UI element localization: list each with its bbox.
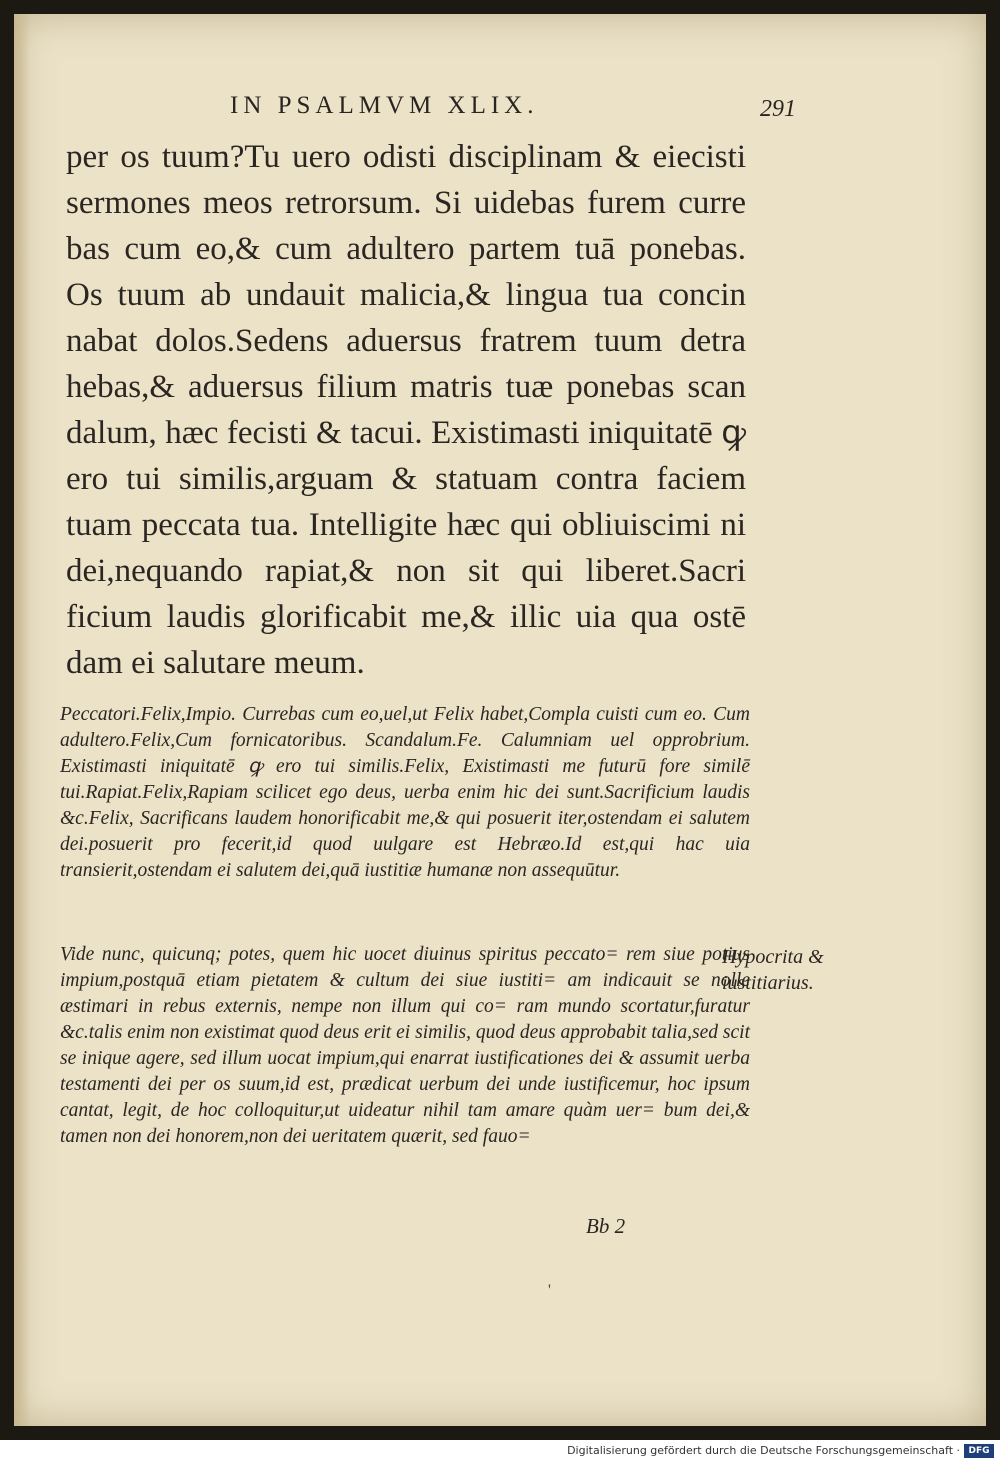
ink-speck: ' (548, 1282, 551, 1299)
digitization-footer (0, 1440, 1000, 1462)
book-page (14, 14, 986, 1426)
margin-note: Hypocrita & iustitiarius. (722, 946, 824, 994)
variant-notes: Peccatori.Felix,Impio. Currebas cum eo,uel,ut Felix habet,Compla cuisti cum eo. Cum adultero.Felix,Cum fornicatoribus. Scandalum.Fe. Calumniam uel opprobrium. Existimasti iniquitatē ꝙ ero tui similis.Felix, Existimasti me futurū fore similē tui.Rapiat.Felix,Rapiam scilicet ego deus, uerba enim hic dei sunt.Sacrificium laudis &c.Felix, Sacrificans laudem honorificabit me,& qui posuerit iter,ostendam ei salutem dei.posuerit pro fecerit,id quod uulgare est Hebræo.Id est,qui hac uia transierit,ostendam ei salutem dei,quā iustitiæ humanæ non assequūtur. (60, 704, 750, 881)
signature-mark: Bb 2 (586, 1214, 626, 1238)
commentary-text: Vide nunc, quicunq; potes, quem hic uocet diuinus spiritus peccato= rem siue potius impium,postquā etiam pietatem & cultum dei siue iustiti= am indicauit se nolle æstimari in rebus externis, nempe non illum qui co= ram mundo scortatur,furatur &c.talis enim non existimat quod deus erit ei similis, quod deus approbabit talia,sed scit se inique agere, sed illum uocat impium,qui enarrat iustificationes dei & assumit uerba testamenti dei per os suum,id est, prædicat uerbum dei unde iustificemur, hoc ipsum cantat, legit, de hoc colloquitur,ut uideatur nihil tam amare quàm uer= bum dei,& tamen non dei honorem,non dei ueritatem quærit, sed fauo= (60, 944, 750, 1147)
page-number: 291 (760, 96, 796, 122)
dfg-logo-icon: DFG (964, 1444, 994, 1458)
running-head: IN PSALMVM XLIX. (230, 92, 539, 119)
page-gutter-shadow (14, 14, 30, 1426)
psalm-text: per os tuum?Tu uero odisti disciplinam & eiecisti sermones meos retrorsum. Si uidebas furem curre bas cum eo,& cum adultero partem tuā ponebas. Os tuum ab undauit malicia,& lingua tua concin nabat dolos.Sedens aduersus fratrem tuum detra hebas,& aduersus filium matris tuæ ponebas scan dalum, hæc fecisti & tacui. Existimasti iniquitatē ꝙ ero tui similis,arguam & statuam contra faciem tuam peccata tua. Intelligite hæc qui obliuiscimi ni dei,nequando rapiat,& non sit qui liberet.Sacri ficium laudis glorificabit me,& illic uia qua ostē dam ei salutare meum. (66, 139, 746, 681)
funding-credit: Digitalisierung gefördert durch die Deutsche Forschungsgemeinschaft · (567, 1444, 960, 1457)
